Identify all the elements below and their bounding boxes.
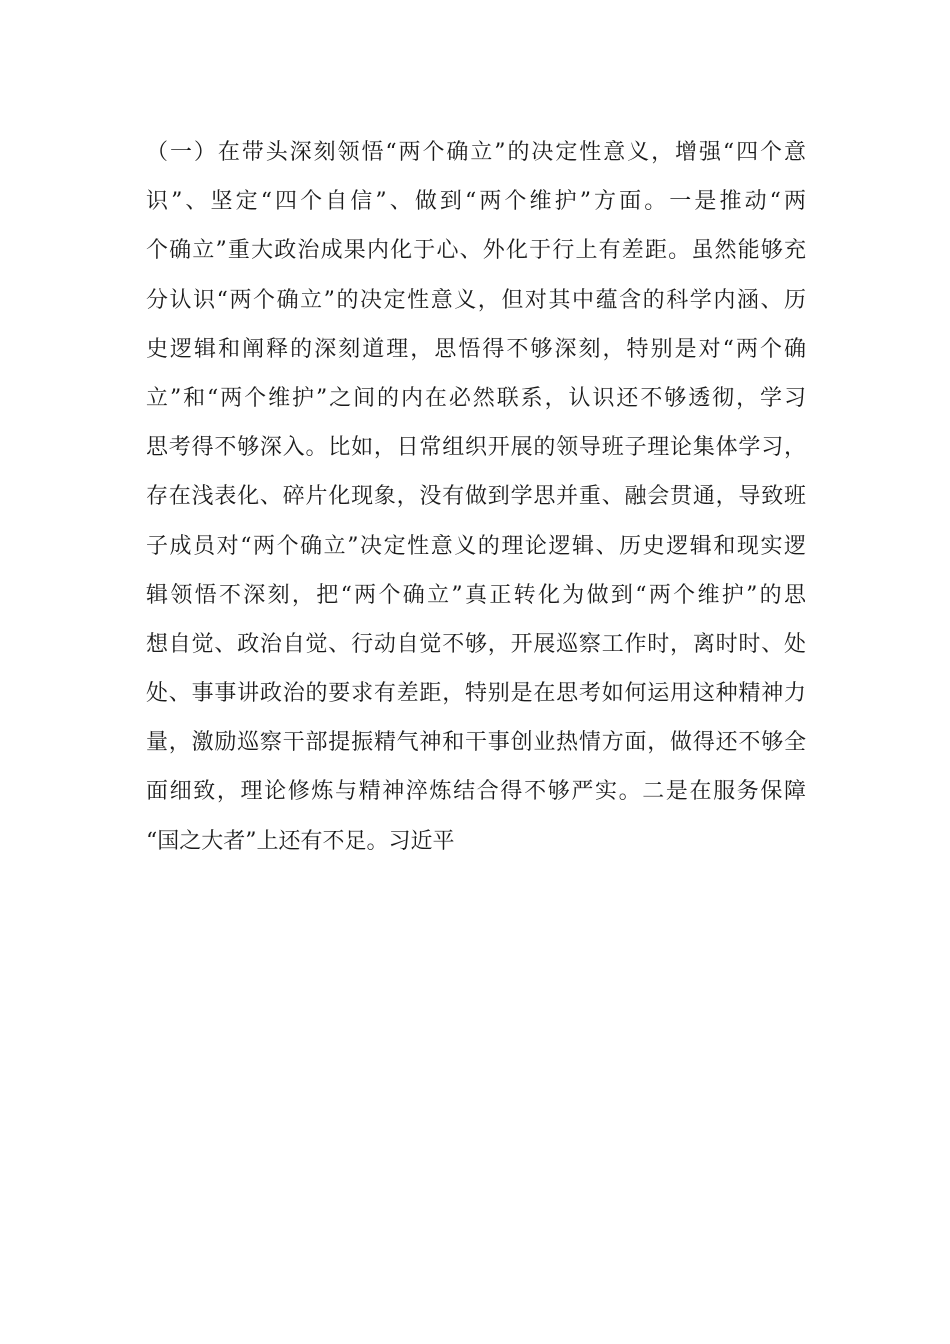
text-line: 存在浅表化、碎片化现象，没有做到学思并重、融会贯通，导致班 [146,484,806,510]
text-line: 量，激励巡察干部提振精气神和干事创业热情方面，做得还不够全 [146,730,806,756]
text-line: “国之大者”上还有不足。习近平 [146,828,455,854]
text-line: 面细致，理论修炼与精神淬炼结合得不够严实。二是在服务保障 [146,779,806,805]
body-paragraph [146,133,806,871]
text-line: 立”和“两个维护”之间的内在必然联系，认识还不够透彻，学习 [146,385,806,411]
text-line: （一）在带头深刻领悟“两个确立”的决定性意义，增强“四个意 [146,140,806,165]
text-line: 子成员对“两个确立”决定性意义的理论逻辑、历史逻辑和现实逻 [146,533,806,559]
text-line: 辑领悟不深刻，把“两个确立”真正转化为做到“两个维护”的思 [146,582,806,608]
text-line: 个确立”重大政治成果内化于心、外化于行上有差距。虽然能够充 [146,238,806,264]
text-line: 史逻辑和阐释的深刻道理，思悟得不够深刻，特别是对“两个确 [146,336,806,362]
text-line: 想自觉、政治自觉、行动自觉不够，开展巡察工作时，离时时、处 [146,631,806,657]
text-line: 识”、坚定“四个自信”、做到“两个维护”方面。一是推动“两 [146,189,806,215]
text-line: 分认识“两个确立”的决定性意义，但对其中蕴含的科学内涵、历 [146,287,806,313]
text-line: 处、事事讲政治的要求有差距，特别是在思考如何运用这种精神力 [146,681,806,707]
text-line: 思考得不够深入。比如，日常组织开展的领导班子理论集体学习， [146,435,806,461]
